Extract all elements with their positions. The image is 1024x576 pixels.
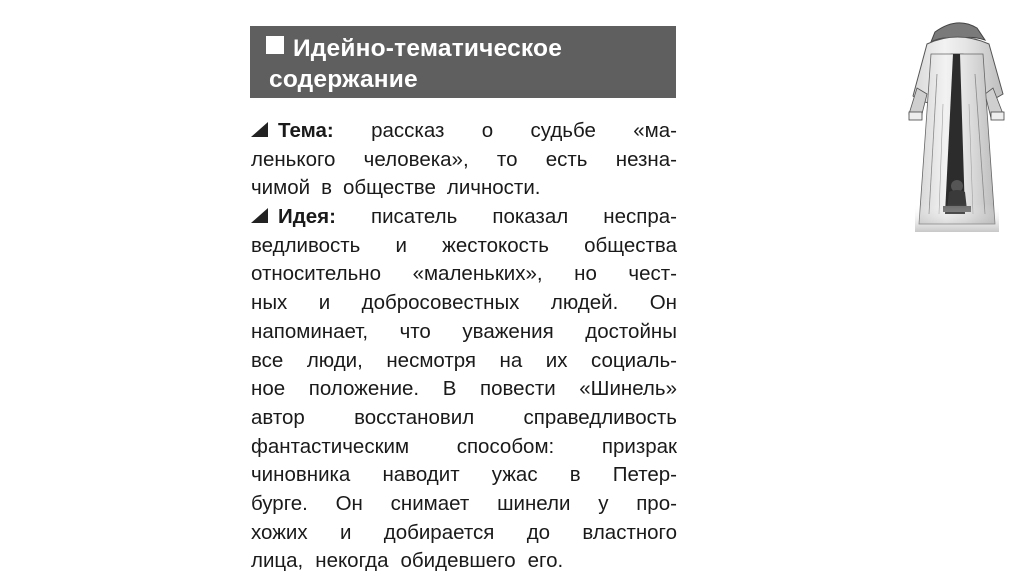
word: о <box>481 119 494 142</box>
idea-line-6 <box>251 347 677 376</box>
title-line-1: Идейно-тематическое <box>293 35 563 62</box>
word: рассказ <box>371 119 445 142</box>
theme-line-1 <box>251 117 677 146</box>
word: несмотря <box>386 348 477 372</box>
title-line-2: содержание <box>269 66 418 93</box>
word: человека», <box>363 147 469 171</box>
word: хожих <box>251 520 308 544</box>
idea-line-9 <box>251 433 677 462</box>
square-bullet-icon <box>266 36 284 54</box>
word: люди, <box>306 348 363 372</box>
word: есть <box>545 147 588 171</box>
word: личности. <box>446 176 541 200</box>
word: людей. <box>550 291 619 315</box>
word: «маленьких», <box>412 262 543 286</box>
word: ленького <box>251 147 336 171</box>
word: добросовестных <box>361 291 520 315</box>
word: снимает <box>390 491 470 515</box>
word: шинели <box>497 491 571 515</box>
section-header <box>250 26 676 98</box>
word: восстановил <box>354 405 475 429</box>
word: справедливость <box>523 405 677 429</box>
idea-line-11 <box>251 490 677 519</box>
word: писатель <box>371 205 458 229</box>
word: бурге. <box>251 491 308 515</box>
word: уважения <box>462 319 554 343</box>
idea-line-4 <box>251 289 677 318</box>
word: повести <box>480 377 556 401</box>
word: способом: <box>456 434 555 458</box>
word: судьбе <box>530 119 596 142</box>
word: относительно <box>251 262 382 286</box>
word: достойны <box>585 319 677 343</box>
word: общества <box>584 233 677 257</box>
idea-line-7 <box>251 375 677 404</box>
word: Он <box>335 491 363 515</box>
word: ведливость <box>251 233 361 257</box>
word: до <box>526 520 551 544</box>
theme-line-2 <box>251 146 677 175</box>
word: ужас <box>491 463 538 487</box>
idea-line-5 <box>251 318 677 347</box>
idea-line-13 <box>251 547 677 576</box>
word: «ма- <box>633 119 677 142</box>
word: обществе <box>342 176 436 200</box>
word: неспра- <box>603 205 677 229</box>
word: все <box>251 348 284 372</box>
word: и <box>339 520 352 544</box>
word: но <box>574 262 597 286</box>
word: и <box>318 291 331 315</box>
overcoat-illustration-icon <box>905 14 1010 236</box>
idea-line-12 <box>251 519 677 548</box>
word: чест- <box>628 262 677 286</box>
word: «Шинель» <box>579 377 677 401</box>
word: Петер- <box>612 463 677 487</box>
word: ное <box>251 377 286 401</box>
idea-label: Идея: <box>278 205 336 229</box>
body-text <box>251 117 677 576</box>
page-title <box>266 33 662 95</box>
word: то <box>496 147 518 171</box>
word: некогда <box>315 549 389 573</box>
idea-line-3 <box>251 260 677 289</box>
word: фантастическим <box>251 434 410 458</box>
word: призрак <box>601 434 677 458</box>
theme-label: Тема: <box>278 119 334 142</box>
word: в <box>321 176 332 200</box>
word: и <box>395 233 407 257</box>
word: В <box>442 377 457 401</box>
word: его. <box>527 549 564 573</box>
triangle-bullet-icon <box>251 208 268 223</box>
word: обидевшего <box>400 549 516 573</box>
word: лица, <box>251 549 304 573</box>
word: наводит <box>382 463 460 487</box>
theme-line-3 <box>251 174 677 203</box>
word: в <box>569 463 581 487</box>
word: ных <box>251 291 288 315</box>
word: у <box>598 491 609 515</box>
word: напоминает, <box>251 319 369 343</box>
word: чимой <box>251 176 311 200</box>
word: на <box>499 348 523 372</box>
idea-line-10 <box>251 461 677 490</box>
word: социаль- <box>591 348 677 372</box>
idea-line-2 <box>251 232 677 261</box>
word: про- <box>636 491 677 515</box>
word: автор <box>251 405 305 429</box>
word: Он <box>649 291 677 315</box>
word: жестокость <box>442 233 549 257</box>
word: властного <box>582 520 677 544</box>
word: чиновника <box>251 463 351 487</box>
word: добирается <box>383 520 495 544</box>
idea-line-8 <box>251 404 677 433</box>
word: показал <box>492 205 569 229</box>
triangle-bullet-icon <box>251 122 268 137</box>
word: положение. <box>308 377 420 401</box>
word: их <box>545 348 568 372</box>
word: незна- <box>615 147 677 171</box>
idea-line-1 <box>251 203 677 232</box>
word: что <box>399 319 431 343</box>
